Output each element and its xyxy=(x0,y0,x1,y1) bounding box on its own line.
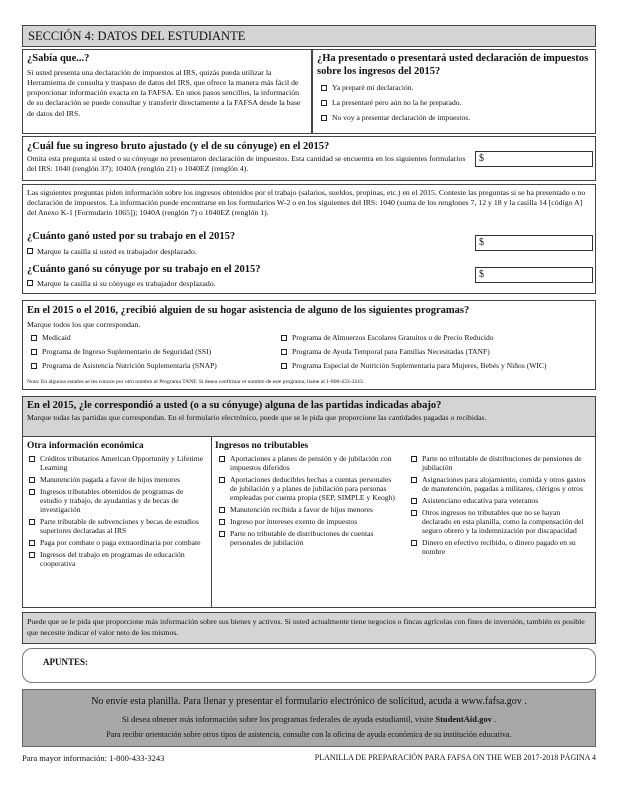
trabajo-intro: Las siguientes preguntas piden información sobre los ingresos obtenidos por el trabajo (salarios, sueldos, propinas, etc.) en el 2015. Conteste las preguntas si se ha presentado o no declaración de impuestos. La información puede encontrarse en los formularios W-2 o en los siguientes del IRS: 1040 (suma de los renglones 7, 12 y 18 y la casilla 14 [código A] del Anexo K-1 [Formulario 1065]); 1040A (renglón 7) o 1040EZ (renglón 1). xyxy=(27,188,586,218)
checkbox[interactable] xyxy=(411,540,417,546)
checkbox[interactable] xyxy=(281,349,287,355)
col2-title: Ingresos no tributables xyxy=(215,441,309,451)
partidas-divider xyxy=(211,437,212,607)
checkbox[interactable] xyxy=(411,456,417,462)
option-wic[interactable]: Programa Especial de Nutrición Suplementaria para Mujeres, Bebés y Niños (WIC) xyxy=(281,362,593,371)
checkbox[interactable] xyxy=(31,335,37,341)
list-item[interactable]: Ingresos del trabajo en programas de educación cooperativa xyxy=(29,551,207,569)
checkbox[interactable] xyxy=(219,507,225,513)
list-item[interactable]: Dinero en efectivo recibido, o dinero pagado en su nombre xyxy=(411,539,589,557)
list-item[interactable]: Parte no tributable de distribuciones de pensiones de jubilación xyxy=(411,455,589,473)
sabia-que-title: ¿Sabía que...? xyxy=(27,53,90,64)
list-item[interactable]: Asignaciones para alojamiento, comida y otros gastos de manutención, pagadas a militares, clérigos y otros xyxy=(411,476,589,494)
bottom-phone: Para mayor información: 1-800-433-3243 xyxy=(22,753,165,763)
list-item[interactable]: Manutención recibida a favor de hijos menores xyxy=(219,506,397,515)
asistencia-left-options xyxy=(31,334,281,374)
list-item[interactable]: Aportaciones deducibles hechas a cuentas personales de jubilación y a planes de jubilación para personas empleadas por cuenta propia (SEP, SIMPLE y Keogh) xyxy=(219,476,397,503)
asistencia-note: Nota: En algunos estados se les conoce por otro nombre al Programa TANF. Si desea confirmar el nombre de este programa, llame al 1-800-433-3243. xyxy=(27,379,365,385)
ingreso-bruto-input[interactable]: $ xyxy=(475,151,593,167)
section-title: SECCIÓN 4: DATOS DEL ESTUDIANTE xyxy=(28,29,246,43)
checkbox[interactable] xyxy=(29,477,35,483)
list-item[interactable]: Otros ingresos no tributables que no se hayan declarado en esta planilla, como la compensación del seguro obrero y la indemnización por discapacidad xyxy=(411,509,589,536)
list-item[interactable]: Ingreso por intereses exento de impuestos xyxy=(219,518,397,527)
studentaid-link[interactable]: StudentAid.gov xyxy=(435,714,492,724)
checkbox[interactable] xyxy=(29,519,35,525)
checkbox[interactable] xyxy=(27,248,33,254)
option-snap[interactable]: Programa de Asistencia Nutrición Suplementaria (SNAP) xyxy=(31,362,281,371)
asistencia-title: En el 2015 o el 2016, ¿recibió alguien de su hogar asistencia de alguno de los siguientes programas? xyxy=(27,305,470,316)
checkbox[interactable] xyxy=(281,363,287,369)
ingreso-bruto-title: ¿Cuál fue su ingreso bruto ajustado (y el de su cónyuge) en el 2015? xyxy=(27,141,330,152)
ingreso-bruto-body: Omita esta pregunta si usted o su cónyuge no presentaron declaración de impuestos. Esta cantidad se encuentra en los siguientes formularios del IRS: 1040 (renglón 37); 1040A (renglón 21) o 1040EZ (renglón 4). xyxy=(27,154,466,174)
partidas-header xyxy=(23,397,595,437)
option-almuerzos[interactable]: Programa de Almuerzos Escolares Gratuitos o de Precio Reducido xyxy=(281,334,593,343)
asistencia-right-options xyxy=(281,334,593,374)
partidas-title: En el 2015, ¿le correspondió a usted (o a su cónyuge) alguna de las partidas indicadas abajo? xyxy=(27,400,442,411)
trabajo-usted-title: ¿Cuánto ganó usted por su trabajo en el 2015? xyxy=(27,231,236,242)
bienes-note: Puede que se le pida que proporcione más información sobre sus bienes y activos. Si usted actualmente tiene negocios o fincas agrícolas con fines de inversión, también es posible que necesite indicar el valor neto de los mismos. xyxy=(27,617,585,637)
option-ssi[interactable]: Programa de Ingreso Suplementario de Seguridad (SSI) xyxy=(31,348,281,357)
checkbox[interactable] xyxy=(29,540,35,546)
checkbox[interactable] xyxy=(219,456,225,462)
checkbox[interactable] xyxy=(29,552,35,558)
checkbox[interactable] xyxy=(411,498,417,504)
checkbox[interactable] xyxy=(281,335,287,341)
partidas-box xyxy=(22,396,596,608)
list-item[interactable]: Asistenciano educativa para veteranos xyxy=(411,497,589,506)
list-item[interactable]: Paga por combate o paga extraordinaria por combate xyxy=(29,539,207,548)
list-item[interactable]: Aportaciones a planes de pensión y de jubilación con impuestos diferidos xyxy=(219,455,397,473)
checkbox[interactable] xyxy=(321,85,327,91)
footer-line3: Para recibir orientación sobre otros tipos de asistencia, consulte con la oficina de ayuda económica de su institución educativa. xyxy=(106,730,512,739)
trabajo-usted-input[interactable]: $ xyxy=(475,235,593,251)
trabajo-conyuge-input[interactable]: $ xyxy=(475,267,593,283)
list-item[interactable]: Ingresos tributables obtenidos de programas de estudio y trabajo, de ayudantías y de becas de investigación xyxy=(29,488,207,515)
col1-title: Otra información económica xyxy=(27,441,144,451)
footer-bar xyxy=(22,689,596,747)
option-no-voy[interactable]: No voy a presentar declaración de impuestos. xyxy=(321,114,591,123)
list-item[interactable]: Manutención pagada a favor de hijos menores xyxy=(29,476,207,485)
option-medicaid[interactable]: Medicaid xyxy=(31,334,281,343)
sabia-que-body: Si usted presenta una declaración de impuestos al IRS, quizás pueda utilizar la Herramienta de consulta y traspaso de datos del IRS, que ofrece la manera más fácil de proporcionar información exacta en la FAFSA. En unos pasos sencillos, la información de su declaración se puede consultar y transferir directamente a la FAFSA desde la base de datos del IRS. xyxy=(27,68,301,118)
sabia-que-box xyxy=(22,49,312,134)
footer-line1: No envíe esta planilla. Para llenar y presentar el formulario electrónico de solicitud, acuda a www.fafsa.gov . xyxy=(91,696,527,707)
bottom-page: PLANILLA DE PREPARACIÓN PARA FAFSA ON THE WEB 2017-2018 PÁGINA 4 xyxy=(314,753,596,762)
trabajo-usted-option[interactable]: Marque la casilla si usted es trabajador desplazado. xyxy=(27,247,197,257)
apuntes-label: APUNTES: xyxy=(43,657,89,667)
option-tanf[interactable]: Programa de Ayuda Temporal para Familias Necesitadas (TANF) xyxy=(281,348,593,357)
checkbox[interactable] xyxy=(219,477,225,483)
section-header xyxy=(22,25,596,47)
checkbox[interactable] xyxy=(411,477,417,483)
presentado-box xyxy=(312,49,596,134)
col3-items xyxy=(411,455,589,560)
bienes-note-box xyxy=(22,612,596,644)
option-la-presentare[interactable]: La presentaré pero aún no la he preparado. xyxy=(321,99,591,108)
partidas-subtitle: Marque todas las partidas que correspondan. En el formulario electrónico, puede que se le pida que proporcione las cantidades pagadas o recibidas. xyxy=(27,413,487,422)
list-item[interactable]: Créditos tributarios American Opportunity y Lifetime Learning xyxy=(29,455,207,473)
trabajo-conyuge-option[interactable]: Marque la casilla si su cónyuge es trabajador desplazado. xyxy=(27,279,216,289)
asistencia-box xyxy=(22,300,596,390)
checkbox[interactable] xyxy=(321,115,327,121)
list-item[interactable]: Parte tributable de subvenciones y becas de estudios superiores declaradas al IRS xyxy=(29,518,207,536)
apuntes-box[interactable] xyxy=(22,648,596,683)
footer-line2: Si desea obtener más información sobre los programas federales de ayuda estudiantil, visite StudentAid.gov . xyxy=(121,714,497,724)
ingreso-bruto-box xyxy=(22,136,596,181)
option-ya-prepare[interactable]: Ya preparé mi declaración. xyxy=(321,84,591,93)
checkbox[interactable] xyxy=(29,456,35,462)
checkbox[interactable] xyxy=(31,363,37,369)
fafsa-link[interactable]: www.fafsa.gov xyxy=(461,696,522,707)
checkbox[interactable] xyxy=(27,280,33,286)
checkbox[interactable] xyxy=(411,510,417,516)
col2-items xyxy=(219,455,397,551)
trabajo-box xyxy=(22,184,596,294)
checkbox[interactable] xyxy=(29,489,35,495)
presentado-options xyxy=(321,84,591,126)
asistencia-subtitle: Marque todos los que correspondan. xyxy=(27,320,141,329)
col1-items xyxy=(29,455,207,571)
presentado-title: ¿Ha presentado o presentará usted declaración de impuestos sobre los ingresos del 2015? xyxy=(317,53,589,78)
checkbox[interactable] xyxy=(321,100,327,106)
list-item[interactable]: Parte no tributable de distribuciones de cuentas personales de jubilación xyxy=(219,530,397,548)
trabajo-conyuge-title: ¿Cuánto ganó su cónyuge por su trabajo en el 2015? xyxy=(27,264,261,275)
checkbox[interactable] xyxy=(219,519,225,525)
checkbox[interactable] xyxy=(31,349,37,355)
checkbox[interactable] xyxy=(219,531,225,537)
